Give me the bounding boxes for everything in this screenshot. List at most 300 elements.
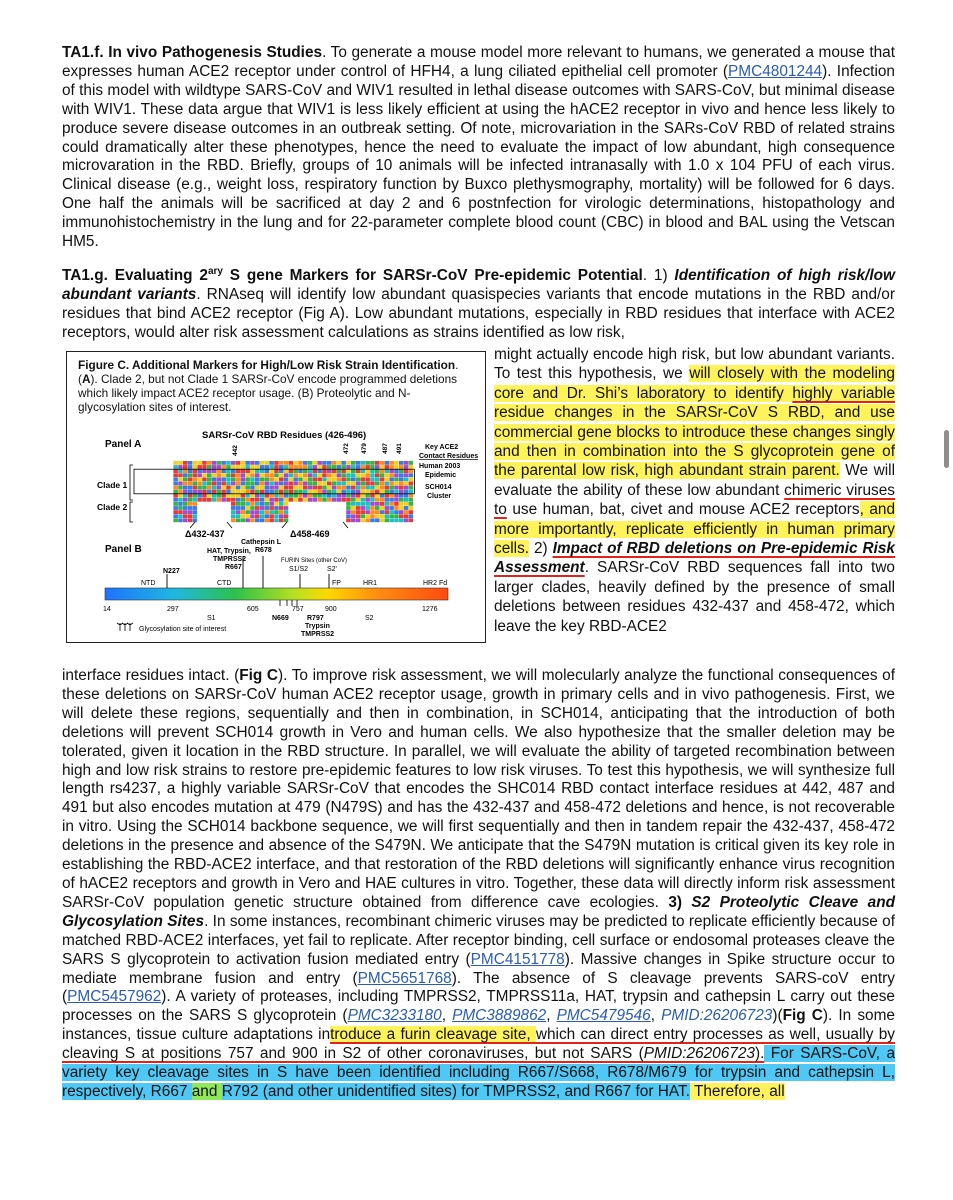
alignment-cell (193, 469, 198, 473)
alignment-cell (303, 461, 308, 465)
alignment-cell (241, 514, 246, 518)
alignment-cell (361, 486, 366, 490)
alignment-cell (212, 498, 217, 502)
scrollbar-thumb[interactable] (944, 430, 949, 468)
link-pmc5457962[interactable]: PMC5457962 (67, 988, 162, 1006)
alignment-cell (289, 469, 294, 473)
alignment-cell (337, 461, 342, 465)
alignment-cell (399, 518, 404, 522)
alignment-cell (188, 494, 193, 498)
alignment-cell (265, 461, 270, 465)
alignment-cell (365, 473, 370, 477)
link-pmc3233180[interactable]: PMC3233180 (347, 1007, 442, 1025)
alignment-cell (365, 486, 370, 490)
alignment-cell (188, 502, 193, 506)
alignment-cell (274, 498, 279, 502)
alignment-cell (361, 518, 366, 522)
alignment-cell (284, 469, 289, 473)
alignment-cell (351, 518, 356, 522)
alignment-cell (178, 498, 183, 502)
alignment-cell (135, 486, 140, 490)
alignment-cell (289, 518, 294, 522)
alignment-cell (183, 469, 188, 473)
alignment-cell (399, 494, 404, 498)
alignment-cell (327, 494, 332, 498)
alignment-cell (226, 461, 231, 465)
alignment-cell (207, 490, 212, 494)
svg-text:Trypsin: Trypsin (305, 623, 330, 630)
alignment-cell (317, 490, 322, 494)
alignment-cell (260, 469, 265, 473)
alignment-cell (217, 490, 222, 494)
alignment-cell (149, 469, 154, 473)
alignment-cell (145, 518, 150, 522)
alignment-cell (293, 486, 298, 490)
alignment-cell (241, 473, 246, 477)
link-pmc4151778[interactable]: PMC4151778 (470, 950, 565, 968)
alignment-cell (380, 510, 385, 514)
alignment-cell (154, 469, 159, 473)
alignment-cell (207, 510, 212, 514)
alignment-cell (255, 502, 260, 506)
alignment-cell (279, 465, 284, 469)
alignment-cell (322, 490, 327, 494)
alignment-cell (313, 510, 318, 514)
alignment-cell (245, 494, 250, 498)
alignment-cell (293, 461, 298, 465)
alignment-cell (303, 490, 308, 494)
alignment-cell (380, 506, 385, 510)
alignment-cell (389, 482, 394, 486)
alignment-cell (236, 486, 241, 490)
alignment-cell (140, 506, 145, 510)
alignment-cell (351, 490, 356, 494)
alignment-cell (303, 502, 308, 506)
alignment-cell (169, 518, 174, 522)
alignment-cell (341, 490, 346, 494)
alignment-cell (317, 477, 322, 481)
alignment-cell (231, 486, 236, 490)
alignment-cell (361, 477, 366, 481)
alignment-cell (193, 510, 198, 514)
alignment-cell (207, 494, 212, 498)
alignment-cell (332, 514, 337, 518)
alignment-cell (169, 477, 174, 481)
alignment-cell (159, 510, 164, 514)
alignment-cell (173, 461, 178, 465)
alignment-cell (265, 514, 270, 518)
svg-text:Key ACE2: Key ACE2 (425, 444, 459, 451)
alignment-cell (236, 506, 241, 510)
alignment-cell (370, 494, 375, 498)
alignment-cell (183, 490, 188, 494)
alignment-cell (145, 490, 150, 494)
alignment-cell (404, 461, 409, 465)
alignment-cell (370, 502, 375, 506)
alignment-cell (154, 494, 159, 498)
alignment-cell (217, 461, 222, 465)
alignment-cell (332, 506, 337, 510)
alignment-cell (385, 473, 390, 477)
alignment-cell (173, 510, 178, 514)
alignment-cell (289, 482, 294, 486)
alignment-cell (313, 482, 318, 486)
alignment-cell (202, 494, 207, 498)
alignment-cell (274, 486, 279, 490)
svg-text:Epidemic: Epidemic (425, 472, 457, 479)
alignment-cell (375, 514, 380, 518)
alignment-cell (313, 477, 318, 481)
alignment-cell (370, 473, 375, 477)
alignment-cell (317, 465, 322, 469)
alignment-cell (265, 486, 270, 490)
alignment-cell (389, 506, 394, 510)
alignment-cell (212, 514, 217, 518)
alignment-cell (389, 486, 394, 490)
alignment-cell (365, 510, 370, 514)
alignment-cell (236, 482, 241, 486)
subheading-rbd-deletions: Impact of RBD deletions on Pre-epidemic Risk Assessment (494, 540, 895, 577)
svg-text:FURIN Sites (other CoV): FURIN Sites (other CoV) (281, 558, 348, 564)
alignment-cell (154, 465, 159, 469)
alignment-cell (289, 506, 294, 510)
alignment-cell (207, 482, 212, 486)
alignment-cell (289, 473, 294, 477)
alignment-cell (404, 510, 409, 514)
alignment-cell (385, 469, 390, 473)
alignment-cell (149, 506, 154, 510)
alignment-cell (293, 498, 298, 502)
alignment-cell (284, 494, 289, 498)
alignment-cell (399, 473, 404, 477)
alignment-cell (303, 482, 308, 486)
svg-text:SCH014: SCH014 (425, 484, 452, 491)
alignment-cell (385, 510, 390, 514)
alignment-cell (279, 461, 284, 465)
alignment-cell (183, 518, 188, 522)
alignment-cell (207, 498, 212, 502)
alignment-cell (375, 506, 380, 510)
alignment-cell (289, 502, 294, 506)
alignment-cell (337, 514, 342, 518)
alignment-cell (202, 482, 207, 486)
alignment-cell (361, 469, 366, 473)
alignment-cell (226, 514, 231, 518)
alignment-cell (356, 482, 361, 486)
svg-text:Clade 1: Clade 1 (97, 480, 128, 490)
alignment-cell (332, 473, 337, 477)
alignment-cell (365, 498, 370, 502)
alignment-cell (365, 469, 370, 473)
alignment-cell (245, 498, 250, 502)
alignment-cell (265, 490, 270, 494)
alignment-cell (399, 482, 404, 486)
alignment-cell (293, 510, 298, 514)
alignment-cell (217, 477, 222, 481)
link-pmc5651768[interactable]: PMC5651768 (357, 969, 452, 987)
alignment-cell (370, 506, 375, 510)
alignment-cell (169, 510, 174, 514)
alignment-cell (250, 482, 255, 486)
alignment-cell (365, 482, 370, 486)
alignment-cell (293, 465, 298, 469)
alignment-cell (389, 498, 394, 502)
alignment-cell (260, 477, 265, 481)
section-heading-ta1f: TA1.f. In vivo Pathogenesis Studies (62, 44, 323, 61)
alignment-cell (250, 502, 255, 506)
link-pmc5479546[interactable]: PMC5479546 (556, 1007, 651, 1025)
alignment-cell (298, 477, 303, 481)
alignment-cell (193, 461, 198, 465)
paragraph-in-vivo (62, 44, 895, 252)
alignment-cell (217, 494, 222, 498)
alignment-cell (332, 482, 337, 486)
alignment-cell (293, 494, 298, 498)
alignment-cell (356, 490, 361, 494)
alignment-cell (250, 477, 255, 481)
alignment-cell (265, 494, 270, 498)
alignment-cell (164, 477, 169, 481)
alignment-cell (356, 465, 361, 469)
alignment-cell (317, 486, 322, 490)
alignment-cell (241, 482, 246, 486)
text: . RNAseq will identify low abundant quasispecies variants that encode mutations in the RBD and/or residues that bind ACE2 receptor (Fig A). Low abundant mutations, especially in RBD residues that interface with ACE2 receptors, would alter risk assessment calculations as strains identified as low risk, (62, 285, 895, 341)
alignment-cell (274, 518, 279, 522)
alignment-cell (149, 510, 154, 514)
alignment-cell (322, 465, 327, 469)
alignment-cell (188, 518, 193, 522)
alignment-cell (298, 469, 303, 473)
alignment-cell (173, 498, 178, 502)
alignment-cell (173, 477, 178, 481)
alignment-cell (159, 490, 164, 494)
alignment-cell (370, 469, 375, 473)
alignment-cell (207, 486, 212, 490)
alignment-cell (293, 502, 298, 506)
alignment-cell (145, 469, 150, 473)
alignment-cell (135, 506, 140, 510)
alignment-cell (380, 498, 385, 502)
alignment-cell (274, 469, 279, 473)
alignment-cell (361, 514, 366, 518)
alignment-cell (337, 473, 342, 477)
alignment-cell (356, 461, 361, 465)
alignment-cell (385, 518, 390, 522)
alignment-cell (289, 477, 294, 481)
alignment-cell (308, 518, 313, 522)
alignment-cell (221, 473, 226, 477)
alignment-cell (245, 502, 250, 506)
alignment-cell (221, 486, 226, 490)
alignment-cell (188, 461, 193, 465)
alignment-cell (178, 510, 183, 514)
alignment-cell (202, 498, 207, 502)
svg-text:S2': S2' (327, 566, 337, 573)
alignment-cell (197, 486, 202, 490)
alignment-cell (173, 494, 178, 498)
alignment-cell (236, 494, 241, 498)
alignment-cell (308, 498, 313, 502)
alignment-cell (356, 498, 361, 502)
alignment-cell (361, 506, 366, 510)
alignment-cell (298, 498, 303, 502)
alignment-cell (173, 486, 178, 490)
svg-text:Cluster: Cluster (427, 493, 452, 500)
alignment-cell (212, 490, 217, 494)
alignment-cell (337, 490, 342, 494)
alignment-cell (245, 486, 250, 490)
svg-text:1276: 1276 (422, 606, 438, 613)
alignment-cell (351, 486, 356, 490)
alignment-cell (385, 506, 390, 510)
alignment-cell (164, 502, 169, 506)
alignment-cell (169, 490, 174, 494)
alignment-cell (265, 518, 270, 522)
alignment-cell (178, 469, 183, 473)
alignment-cell (178, 465, 183, 469)
alignment-cell (145, 506, 150, 510)
alignment-cell (207, 461, 212, 465)
alignment-cell (183, 514, 188, 518)
alignment-cell (322, 469, 327, 473)
alignment-cell (322, 494, 327, 498)
figure-caption: Figure C. Additional Markers for High/Low Risk Strain Identification. (A). Clade 2, but not Clade 1 SARSr-CoV encode programmed deletions which likely impact ACE2 receptor usage. (B) Proteolytic and N-glycosylation sites of interest. (78, 358, 459, 414)
alignment-cell (399, 506, 404, 510)
svg-text:442: 442 (232, 445, 239, 456)
alignment-cell (250, 473, 255, 477)
alignment-cell (154, 477, 159, 481)
alignment-cell (351, 465, 356, 469)
alignment-cell (159, 461, 164, 465)
alignment-cell (284, 502, 289, 506)
alignment-cell (399, 498, 404, 502)
alignment-cell (346, 502, 351, 506)
alignment-cell (370, 477, 375, 481)
alignment-cell (293, 477, 298, 481)
alignment-cell (279, 502, 284, 506)
alignment-cell (212, 461, 217, 465)
alignment-cell (149, 461, 154, 465)
alignment-cell (385, 477, 390, 481)
alignment-cell (183, 494, 188, 498)
alignment-cell (149, 486, 154, 490)
alignment-cell (313, 486, 318, 490)
alignment-cell (370, 510, 375, 514)
alignment-cell (193, 473, 198, 477)
alignment-cell (221, 465, 226, 469)
alignment-cell (265, 498, 270, 502)
alignment-cell (399, 490, 404, 494)
alignment-cell (293, 514, 298, 518)
alignment-cell (178, 486, 183, 490)
alignment-cell (135, 514, 140, 518)
alignment-cell (140, 510, 145, 514)
alignment-cell (341, 486, 346, 490)
svg-text:S1: S1 (207, 615, 216, 622)
alignment-cell (226, 473, 231, 477)
alignment-cell (332, 469, 337, 473)
alignment-cell (207, 506, 212, 510)
alignment-cell (351, 477, 356, 481)
alignment-cell (274, 510, 279, 514)
alignment-cell (356, 473, 361, 477)
alignment-cell (265, 502, 270, 506)
figure-c (66, 351, 486, 643)
alignment-cell (193, 518, 198, 522)
alignment-cell (221, 482, 226, 486)
link-pmc4801244[interactable]: PMC4801244 (728, 62, 823, 80)
alignment-cell (245, 510, 250, 514)
alignment-cell (164, 494, 169, 498)
alignment-cell (365, 465, 370, 469)
alignment-cell (308, 477, 313, 481)
alignment-cell (221, 477, 226, 481)
alignment-cell (356, 469, 361, 473)
alignment-cell (274, 477, 279, 481)
alignment-cell (409, 518, 414, 522)
alignment-cell (221, 494, 226, 498)
paragraph-markers (62, 267, 895, 343)
alignment-cell (351, 498, 356, 502)
alignment-cell (274, 514, 279, 518)
alignment-cell (173, 506, 178, 510)
alignment-cell (341, 477, 346, 481)
subheading-s2-proteolytic: S2 Proteolytic Cleave and Glycosylation Sites (62, 893, 896, 930)
alignment-cell (154, 518, 159, 522)
alignment-cell (322, 461, 327, 465)
alignment-cell (409, 469, 414, 473)
alignment-cell (202, 514, 207, 518)
alignment-cell (269, 506, 274, 510)
alignment-cell (241, 469, 246, 473)
alignment-cell (265, 465, 270, 469)
alignment-cell (298, 494, 303, 498)
alignment-cell (341, 502, 346, 506)
alignment-cell (289, 490, 294, 494)
alignment-cell (284, 477, 289, 481)
alignment-cell (260, 473, 265, 477)
alignment-cell (250, 494, 255, 498)
alignment-cell (221, 461, 226, 465)
alignment-cell (327, 518, 332, 522)
alignment-cell (193, 482, 198, 486)
alignment-cell (298, 482, 303, 486)
alignment-cell (149, 494, 154, 498)
alignment-cell (197, 473, 202, 477)
alignment-cell (298, 506, 303, 510)
alignment-cell (183, 477, 188, 481)
alignment-cell (365, 518, 370, 522)
alignment-cell (337, 502, 342, 506)
alignment-cell (207, 473, 212, 477)
alignment-cell (226, 490, 231, 494)
alignment-cell (221, 502, 226, 506)
alignment-cell (313, 461, 318, 465)
alignment-cell (317, 518, 322, 522)
alignment-cell (365, 494, 370, 498)
alignment-cell (154, 490, 159, 494)
alignment-cell (361, 502, 366, 506)
alignment-cell (159, 469, 164, 473)
alignment-cell (241, 498, 246, 502)
alignment-cell (279, 482, 284, 486)
alignment-cell (279, 490, 284, 494)
link-pmc3889862[interactable]: PMC3889862 (452, 1007, 547, 1025)
alignment-cell (394, 510, 399, 514)
alignment-cell (269, 482, 274, 486)
alignment-cell (217, 506, 222, 510)
alignment-cell (154, 473, 159, 477)
